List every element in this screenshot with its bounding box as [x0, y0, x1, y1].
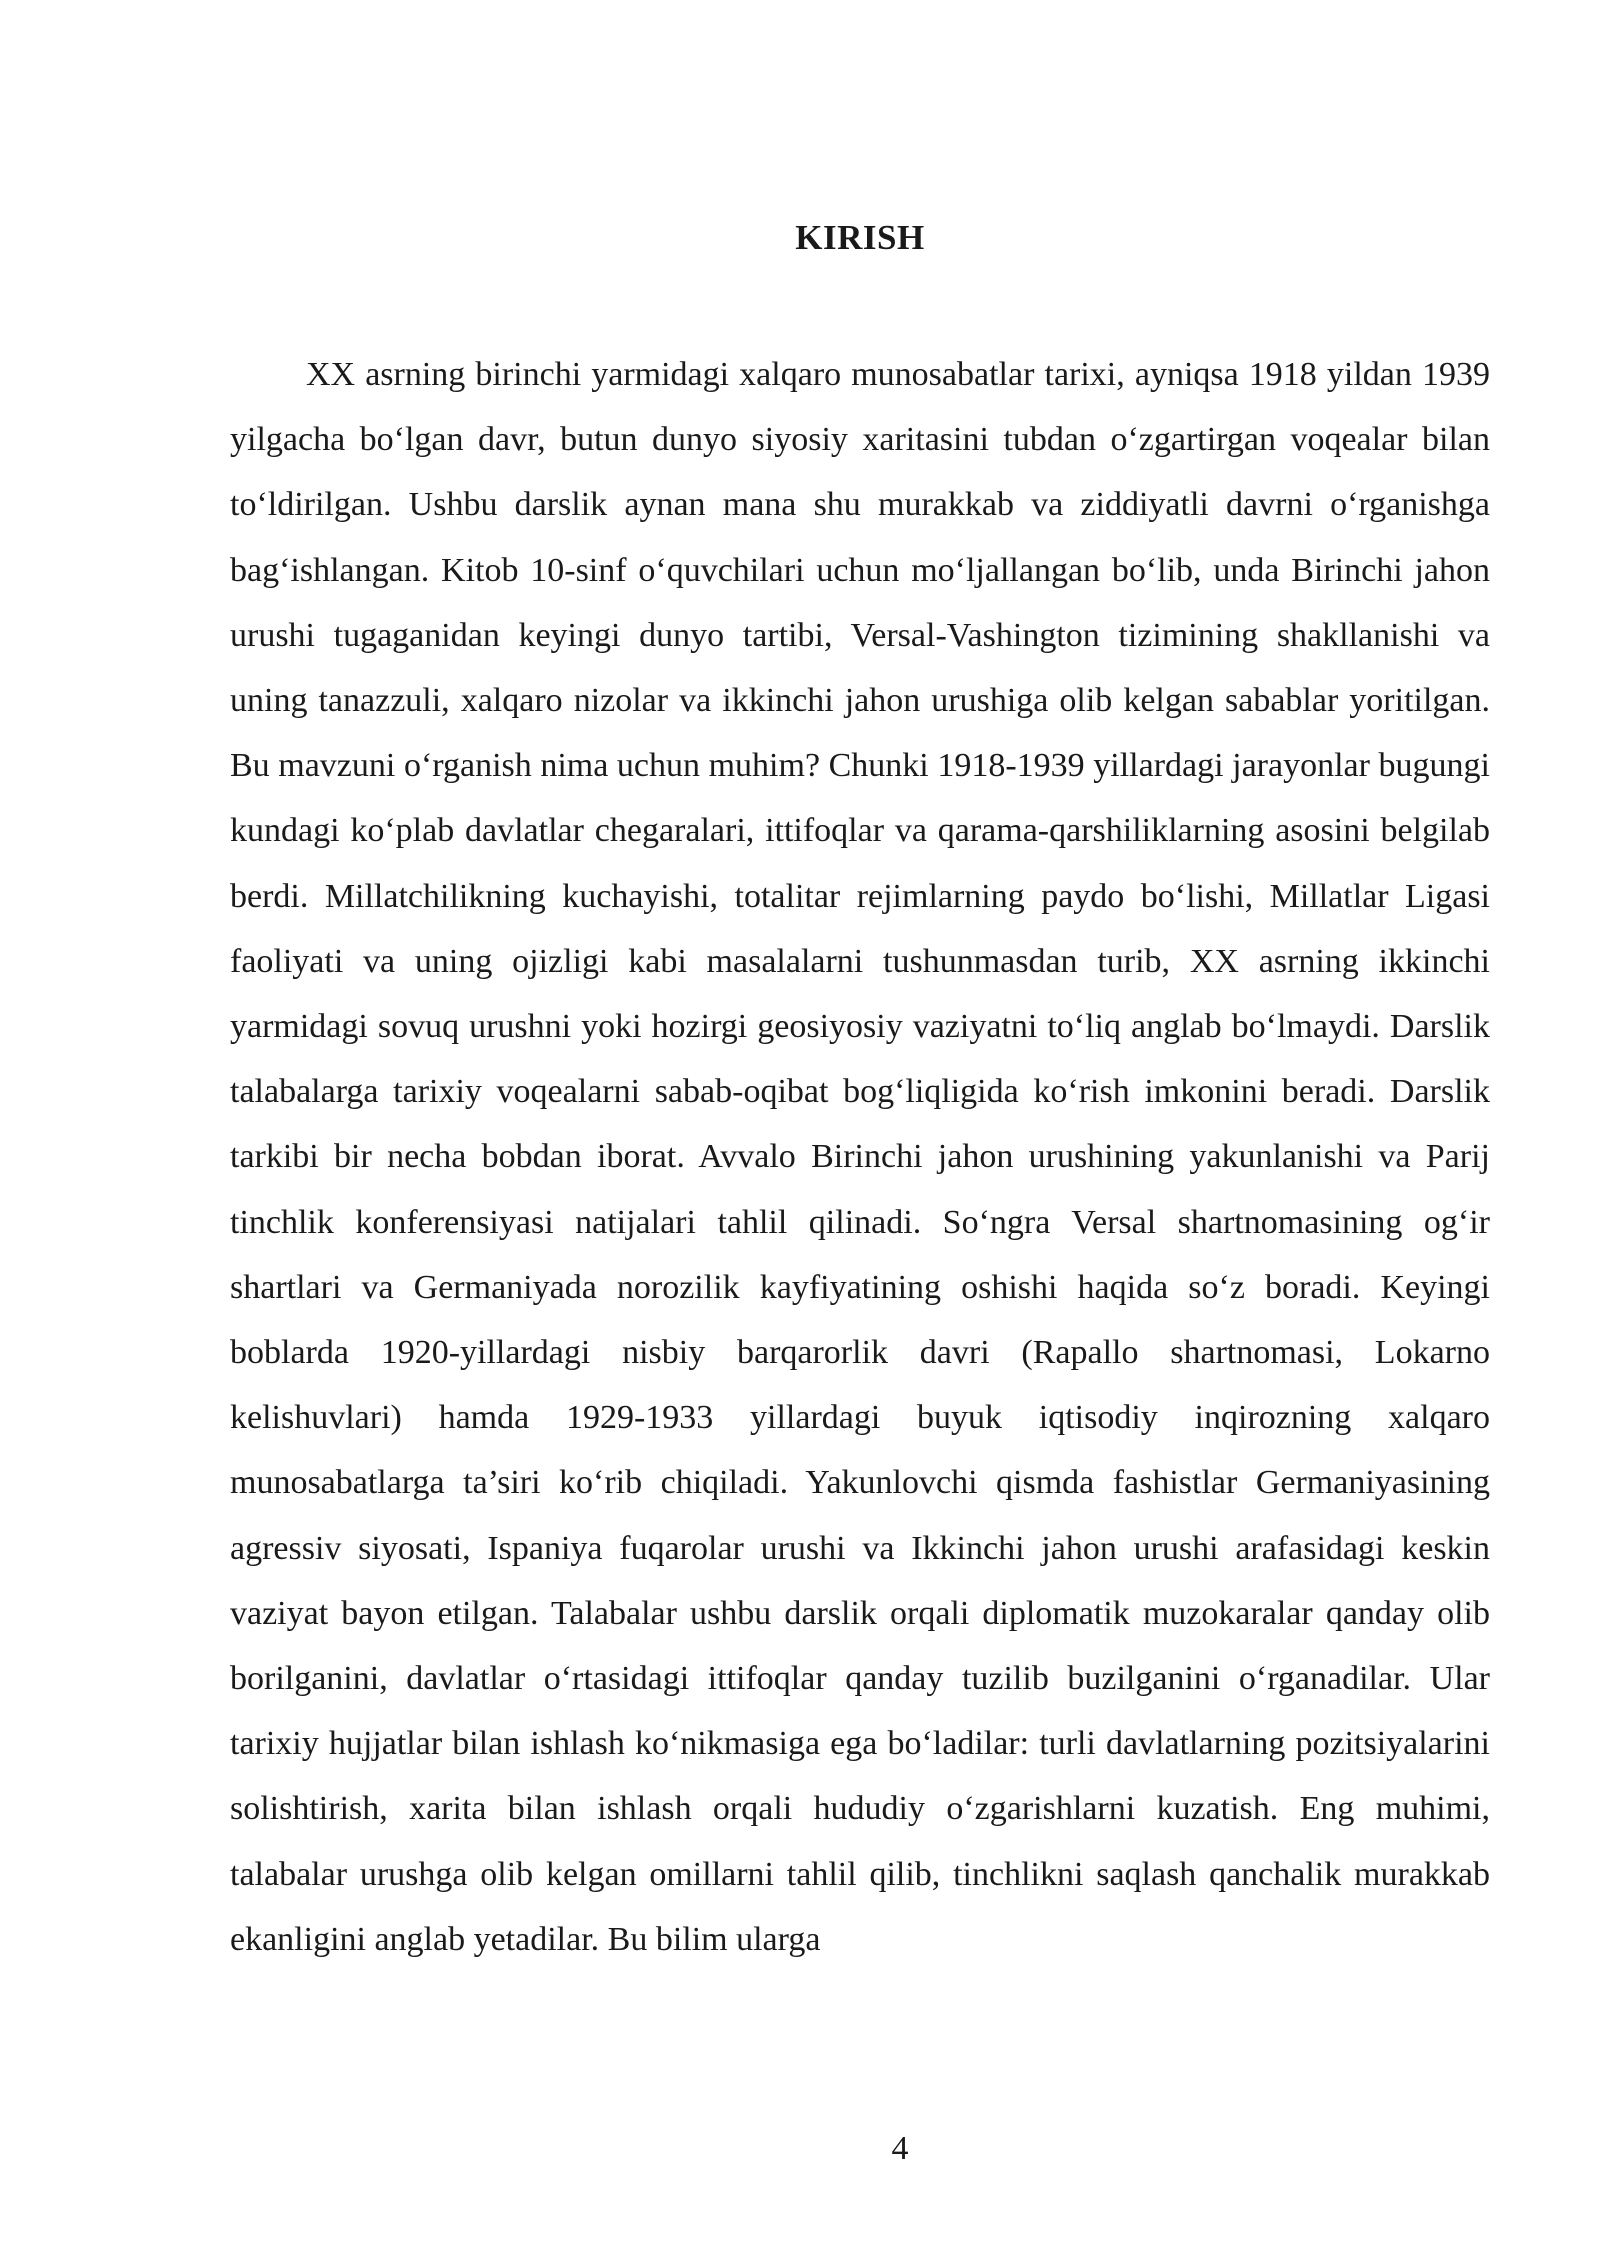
page-title: KIRISH: [795, 218, 925, 257]
body-paragraph: XX asrning birinchi yarmidagi xalqaro munosabatlar tarixi, ayniqsa 1918 yildan 1939 yilgacha bo‘lgan davr, butun dunyo siyosiy xaritasini tubdan o‘zgartirgan voqealar bilan to‘ldirilgan. Ushbu darslik aynan mana shu murakkab va ziddiyatli davrni o‘rganishga bag‘ishlangan. Kitob 10-sinf o‘quvchilari uchun mo‘ljallangan bo‘lib, unda Birinchi jahon urushi tugaganidan keyingi dunyo tartibi, Versal-Vashington tizimining shakllanishi va uning tanazzuli, xalqaro nizolar va ikkinchi jahon urushiga olib kelgan sabablar yoritilgan. Bu mavzuni o‘rganish nima uchun muhim? Chunki 1918-1939 yillardagi jarayonlar bugungi kundagi ko‘plab davlatlar chegaralari, ittifoqlar va qarama-qarshiliklarning asosini belgilab berdi. Millatchilikning kuchayishi, totalitar rejimlarning paydo bo‘lishi, Millatlar Ligasi faoliyati va uning ojizligi kabi masalalarni tushunmasdan turib, XX asrning ikkinchi yarmidagi sovuq urushni yoki hozirgi geosiyosiy vaziyatni to‘liq anglab bo‘lmaydi. Darslik talabalarga tarixiy voqealarni sabab-oqibat bog‘liqligida ko‘rish imkonini beradi. Darslik tarkibi bir necha bobdan iborat. Avvalo Birinchi jahon urushining yakunlanishi va Parij tinchlik konferensiyasi natijalari tahlil qilinadi. So‘ngra Versal shartnomasining og‘ir shartlari va Germaniyada norozilik kayfiyatining oshishi haqida so‘z boradi. Keyingi boblarda 1920-yillardagi nisbiy barqarorlik davri (Rapallo shartnomasi, Lokarno kelishuvlari) hamda 1929-1933 yillardagi buyuk iqtisodiy inqirozning xalqaro munosabatlarga ta’siri ko‘rib chiqiladi. Yakunlovchi qismda fashistlar Germaniyasining agressiv siyosati, Ispaniya fuqarolar urushi va Ikkinchi jahon urushi arafasidagi keskin vaziyat bayon etilgan. Talabalar ushbu darslik orqali diplomatik muzokaralar qanday olib borilganini, davlatlar o‘rtasidagi ittifoqlar qanday tuzilib buzilganini o‘rganadilar. Ular tarixiy hujjatlar bilan ishlash ko‘nikmasiga ega bo‘ladilar: turli davlatlarning pozitsiyalarini solishtirish, xarita bilan ishlash orqali hududiy o‘zgarishlarni kuzatish. Eng muhimi, talabalar urushga olib kelgan omillarni tahlil qilib, tinchlikni saqlash qanchalik murakkab ekanligini anglab yetadilar. Bu bilim ularga: [230, 356, 1490, 1958]
page-number: 4: [891, 2130, 909, 2167]
